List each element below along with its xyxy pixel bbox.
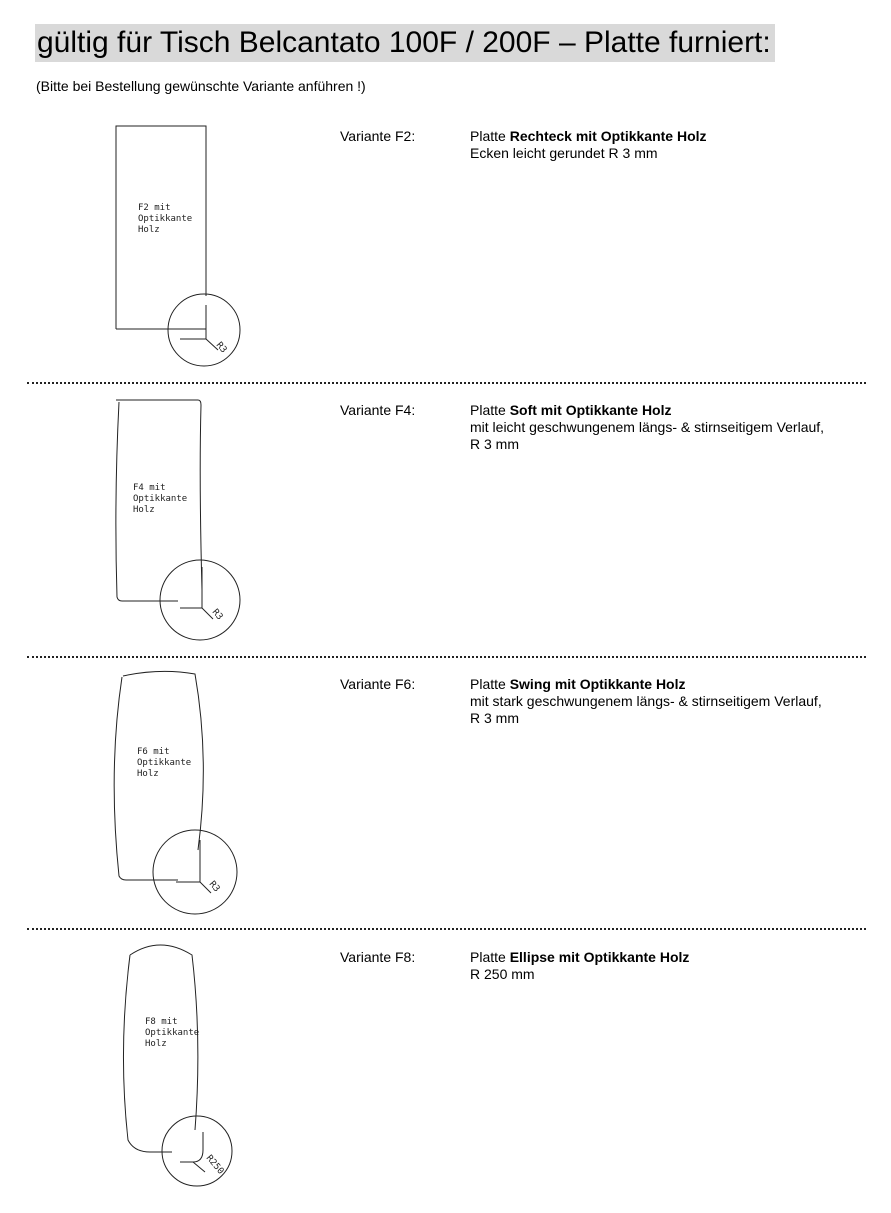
variant-detail: mit stark geschwungenem längs- & stirnseitigem Verlauf, <box>470 693 822 709</box>
sketch-f6-label-2: Optikkante <box>137 758 192 768</box>
divider <box>27 382 866 384</box>
order-note: (Bitte bei Bestellung gewünschte Variante anführen !) <box>36 78 366 94</box>
sketch-f8-radius: R250 <box>203 1153 226 1177</box>
variant-description <box>470 128 870 162</box>
variant-name: Ellipse mit Optikkante Holz <box>509 949 690 965</box>
variant-prefix: Platte <box>470 949 510 965</box>
sketch-f2-label-3: Holz <box>138 225 160 235</box>
variant-description <box>470 676 870 727</box>
sketch-f6 <box>114 671 237 914</box>
sketch-f8-label-2: Optikkante <box>145 1028 200 1038</box>
variant-description <box>470 949 870 983</box>
variant-label: Variante F8: <box>340 949 416 965</box>
sketch-f4-label-3: Holz <box>133 505 155 515</box>
variant-detail: R 250 mm <box>470 966 535 982</box>
variant-prefix: Platte <box>470 402 510 418</box>
variant-name: Rechteck mit Optikkante Holz <box>509 128 707 144</box>
variant-detail: Ecken leicht gerundet R 3 mm <box>470 145 658 161</box>
sketch-f8 <box>123 945 232 1186</box>
variant-prefix: Platte <box>470 676 510 692</box>
divider <box>27 928 866 930</box>
variant-detail: R 3 mm <box>470 436 519 452</box>
sketch-f6-label-3: Holz <box>137 769 159 779</box>
variant-prefix: Platte <box>470 128 510 144</box>
sketch-f4-label-1: F4 mit <box>133 483 166 493</box>
variant-label: Variante F6: <box>340 676 416 692</box>
variant-name: Soft mit Optikkante Holz <box>509 402 672 418</box>
variant-detail: R 3 mm <box>470 710 519 726</box>
variant-label: Variante F2: <box>340 128 416 144</box>
sketch-f6-label-1: F6 mit <box>137 747 170 757</box>
sketch-f2 <box>116 126 240 366</box>
sketch-f4-radius: R3 <box>209 607 225 623</box>
variant-description <box>470 402 870 453</box>
sketch-f2-label-1: F2 mit <box>138 203 171 213</box>
sketch-f2-label-2: Optikkante <box>138 214 193 224</box>
sketch-f8-label-1: F8 mit <box>145 1017 178 1027</box>
sketch-f4-label-2: Optikkante <box>133 494 188 504</box>
divider <box>27 656 866 658</box>
sketch-f6-radius: R3 <box>206 879 222 895</box>
variant-label: Variante F4: <box>340 402 416 418</box>
sketch-f4 <box>116 400 240 640</box>
sketch-f2-radius: R3 <box>213 340 229 356</box>
variant-name: Swing mit Optikkante Holz <box>509 676 686 692</box>
sketch-f8-label-3: Holz <box>145 1039 167 1049</box>
variant-detail: mit leicht geschwungenem längs- & stirnseitigem Verlauf, <box>470 419 825 435</box>
page-title: gültig für Tisch Belcantato 100F / 200F – Platte furniert: <box>35 24 775 62</box>
